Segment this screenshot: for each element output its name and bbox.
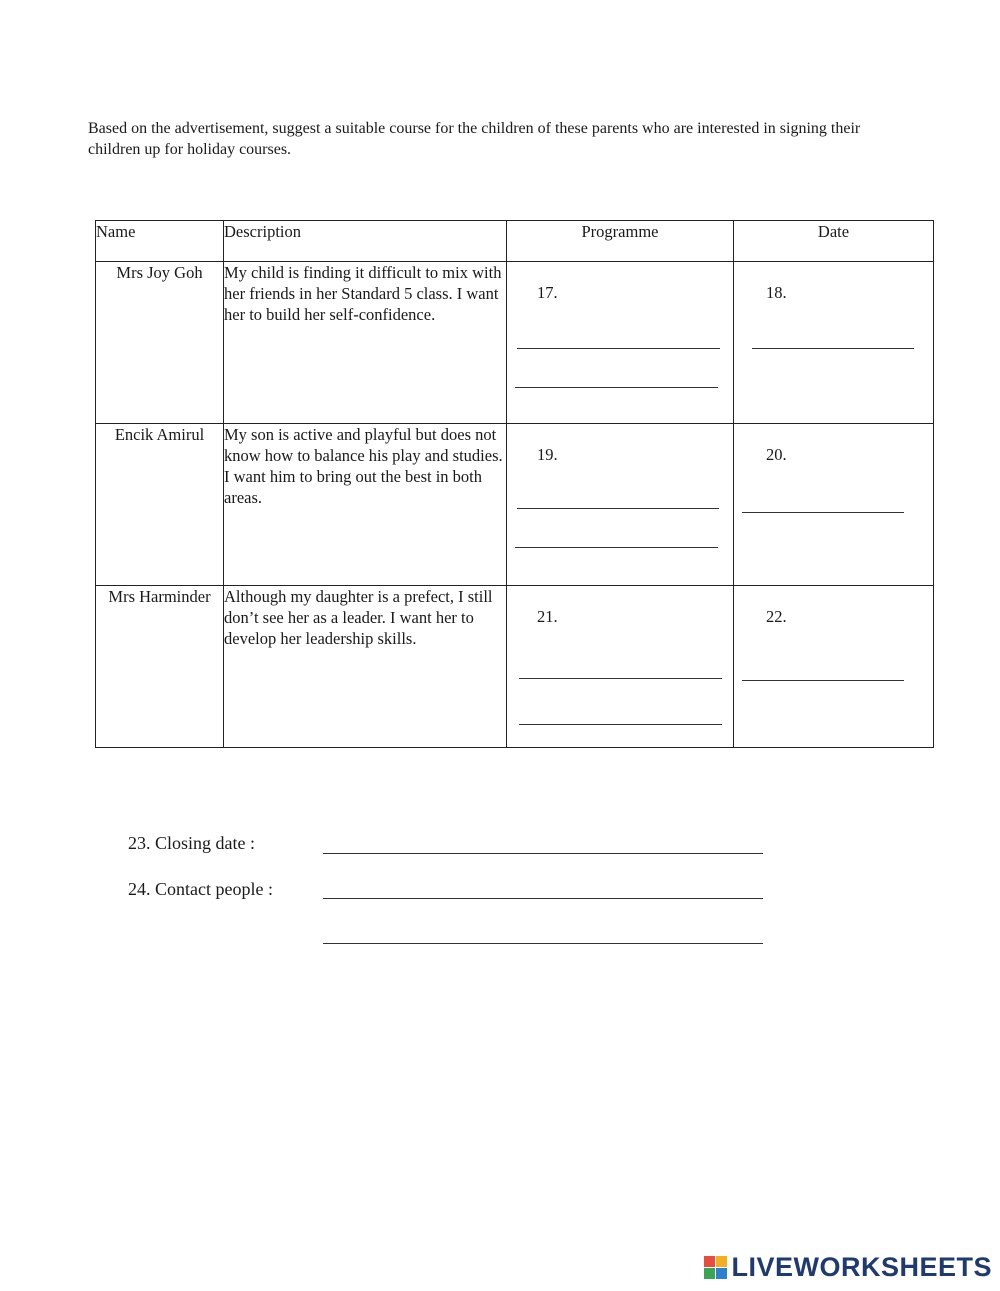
brand-name: LIVEWORKSHEETS bbox=[731, 1252, 992, 1282]
contact-people-blank[interactable] bbox=[323, 898, 763, 899]
header-name: Name bbox=[96, 221, 224, 262]
programme-answer-blank[interactable] bbox=[517, 508, 719, 509]
logo-tile bbox=[704, 1256, 715, 1267]
question-number: 22. bbox=[766, 607, 787, 626]
header-description: Description bbox=[224, 221, 507, 262]
answer-table bbox=[95, 220, 934, 748]
parent-name: Mrs Joy Goh bbox=[96, 262, 224, 424]
date-answer-cell bbox=[734, 586, 934, 748]
closing-date-blank[interactable] bbox=[323, 853, 763, 854]
table-row bbox=[96, 424, 934, 586]
programme-answer-cell bbox=[507, 424, 734, 586]
programme-answer-blank[interactable] bbox=[519, 678, 722, 679]
programme-answer-blank[interactable] bbox=[519, 724, 722, 725]
instructions-text: Based on the advertisement, suggest a suitable course for the children of these parents who are interested in signing their children up for holiday courses. bbox=[88, 120, 861, 158]
date-answer-blank[interactable] bbox=[752, 348, 914, 349]
header-date: Date bbox=[734, 221, 934, 262]
date-answer-cell bbox=[734, 262, 934, 424]
parent-name: Mrs Harminder bbox=[96, 586, 224, 748]
programme-answer-blank[interactable] bbox=[517, 348, 720, 349]
header-programme: Programme bbox=[507, 221, 734, 262]
programme-answer-cell bbox=[507, 262, 734, 424]
logo-tile bbox=[704, 1268, 715, 1279]
programme-answer-cell bbox=[507, 586, 734, 748]
programme-answer-blank[interactable] bbox=[515, 387, 718, 388]
liveworksheets-logo bbox=[704, 1252, 992, 1283]
date-answer-cell bbox=[734, 424, 934, 586]
parent-description: Although my daughter is a prefect, I still don’t see her as a leader. I want her to develop her leadership skills. bbox=[224, 586, 507, 748]
question-number: 20. bbox=[766, 445, 787, 464]
live-tiles-icon bbox=[704, 1256, 727, 1279]
contact-people-label: 24. Contact people : bbox=[128, 879, 273, 899]
table-row bbox=[96, 262, 934, 424]
question-number: 19. bbox=[537, 445, 558, 464]
date-answer-blank[interactable] bbox=[742, 680, 904, 681]
parent-description: My child is finding it difficult to mix with her friends in her Standard 5 class. I want her to build her self-confidence. bbox=[224, 262, 507, 424]
date-answer-blank[interactable] bbox=[742, 512, 904, 513]
logo-tile bbox=[716, 1268, 727, 1279]
question-number: 21. bbox=[537, 607, 558, 626]
programme-answer-blank[interactable] bbox=[515, 547, 718, 548]
question-number: 17. bbox=[537, 283, 558, 302]
table-row bbox=[96, 586, 934, 748]
closing-date-label: 23. Closing date : bbox=[128, 833, 255, 853]
contact-people-blank[interactable] bbox=[323, 943, 763, 944]
logo-tile bbox=[716, 1256, 727, 1267]
parent-name: Encik Amirul bbox=[96, 424, 224, 586]
table-header-row bbox=[96, 221, 934, 262]
parent-description: My son is active and playful but does not know how to balance his play and studies. I want him to bring out the best in both areas. bbox=[224, 424, 507, 586]
question-number: 18. bbox=[766, 283, 787, 302]
